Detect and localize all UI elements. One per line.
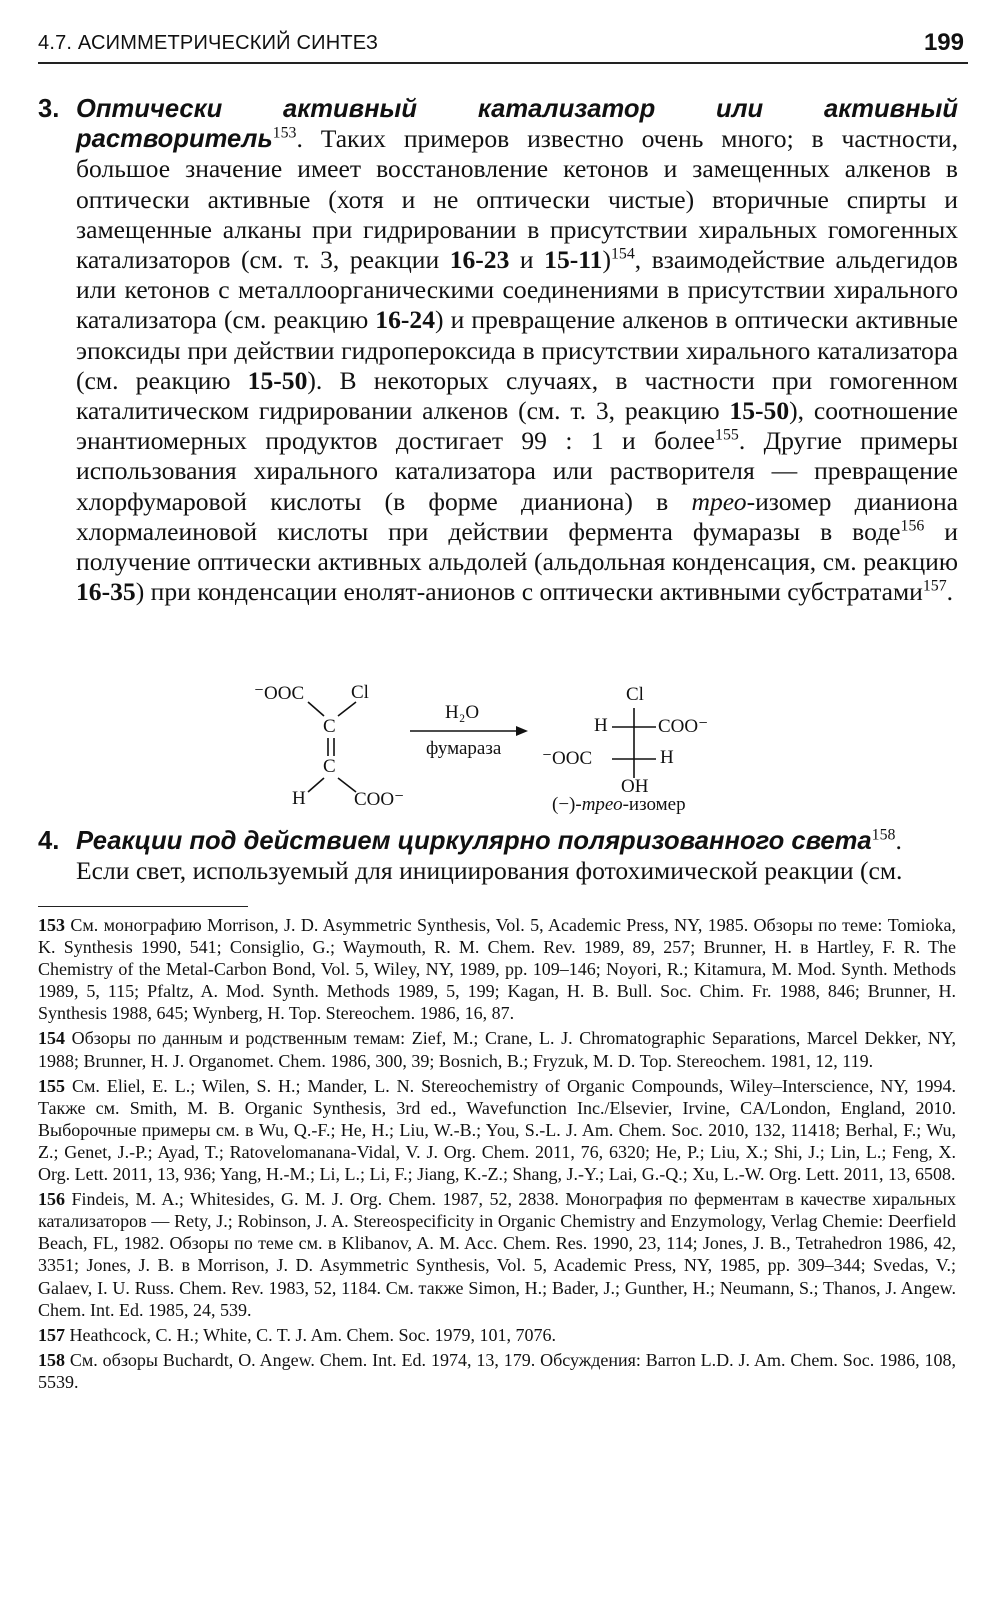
reaction-ref: 16-24	[375, 305, 436, 335]
footnote	[38, 1075, 956, 1185]
paragraph-item-4	[38, 826, 958, 886]
product-carboxylate-2: ⁻OOC	[542, 748, 593, 769]
reaction-ref: 15-11	[544, 245, 603, 275]
bond-line	[338, 702, 356, 716]
footnote-number: 156	[38, 1189, 65, 1210]
text-run: . Другие примеры использования хирального катализатора или растворителя — превращение хлорфумаровой кислоты (в форме дианиона) в	[76, 426, 958, 516]
footnote-number: 155	[38, 1075, 65, 1096]
running-title: 4.7. АСИММЕТРИЧЕСКИЙ СИНТЕЗ	[38, 32, 379, 54]
footnote-ref: 153	[272, 124, 297, 142]
text-run: -изомер дианиона хлормалеиновой кислоты при действии фермента фумаразы в воде	[76, 486, 958, 546]
bond-line	[308, 702, 324, 716]
reactant-chlorine: Cl	[351, 682, 369, 703]
item-number: 3.	[38, 95, 60, 123]
footnote	[38, 1027, 956, 1071]
caption-suffix: -изомер	[622, 794, 686, 815]
text-run: .	[946, 577, 954, 607]
footnote-text: См. обзоры Buchardt, O. Angew. Chem. Int. Ed. 1974, 13, 179. Обсуждения: Barron L.D. J. Am. Chem. Soc. 1986, 108, 5539.	[38, 1349, 956, 1392]
page-number: 199	[923, 29, 964, 56]
scheme-bonds	[232, 680, 772, 815]
page-header	[38, 28, 968, 64]
main-text	[38, 94, 958, 607]
footnote	[38, 1188, 956, 1321]
reactant-hydrogen: H	[292, 788, 306, 809]
footnote	[38, 914, 956, 1024]
product-hydrogen-2: H	[660, 747, 674, 768]
reactant-carboxylate-right: COO⁻	[354, 789, 405, 810]
caption-prefix: (−)-	[552, 794, 582, 815]
footnote-number: 154	[38, 1028, 65, 1049]
footnote-ref: 154	[610, 245, 635, 263]
bond-line	[308, 778, 324, 792]
footnote-number: 153	[38, 915, 65, 935]
reaction-scheme	[232, 680, 772, 815]
reaction-ref: 16-35	[76, 577, 136, 607]
reactant-carbon-2: C	[323, 756, 336, 777]
product-chlorine: Cl	[626, 684, 644, 705]
product-hydrogen-1: H	[594, 715, 608, 736]
text-run: . Таких примеров известно очень много; в частности, большое значение имеет восстановление кетонов и замещенных алкенов в оптически активные (хотя и не оптически чистые) вторичные спирты и замещенные алканы при гидрировании в присутствии хиральных гомогенных катализаторов (см. т. 3, реакции	[76, 124, 958, 275]
product-caption	[552, 794, 686, 816]
product-carboxylate-1: COO⁻	[658, 716, 709, 737]
footnote-text: Обзоры по данным и родственным темам: Zief, M.; Crane, L. J. Chromatographic Separations, Marcel Dekker, NY, 1988; Brunner, H. J. Organomet. Chem. 1986, 300, 39; Bosnich, B.; Fryzuk, M. D. Top. Stereochem. 1981, 12, 119.	[38, 1028, 957, 1071]
reactant-carboxylate-left: ⁻OOC	[254, 683, 305, 704]
text-run: ). В некоторых случаях, в частности при гомогенном каталитическом гидрировании алкенов (см. т. 3, реакцию	[76, 365, 958, 426]
footnote-text: См. монографию Morrison, J. D. Asymmetric Synthesis, Vol. 5, Academic Press, NY, 1985. Обзоры по теме: Tomioka, K. Synthesis 1990, 541; Consiglio, G.; Waymouth, R. M. Chem. Rev. 1989, 89, 257; Brunner, H. в Hartley, F. R. The Chemistry of the Metal-Carbon Bond, Vol. 5, Wiley, NY, 1989, pp. 109–146; Noyori, R.; Kitamura, M. Mod. Synth. Methods 1989, 5, 115; Pfaltz, A. Mod. Synth. Methods 1989, 5, 199; Kagan, H. B. Bull. Soc. Chim. Fr. 1988, 846; Brunner, H. Synthesis 1988, 645; Wynberg, H. Top. Stereochem. 1986, 16, 87.	[38, 915, 956, 1024]
footnotes	[38, 914, 956, 1396]
item-title: Оптически активный катализатор или активный растворитель	[76, 95, 958, 154]
reaction-ref: 15-50	[729, 396, 790, 426]
footnote-number: 157	[38, 1324, 65, 1345]
arrowhead	[516, 726, 528, 736]
text-run: . Если свет, используемый для инициирования фотохимической реакции (см.	[76, 826, 903, 886]
footnote-number: 158	[38, 1349, 65, 1370]
reaction-ref: 16-23	[449, 245, 510, 275]
text-run: , взаимодействие альдегидов или кетонов с металлоорганическими соединениями в присутствии хирального катализатора (см. реакцию	[76, 245, 958, 335]
footnote-text: См. Eliel, E. L.; Wilen, S. H.; Mander, L. N. Stereochemistry of Organic Compounds, Wiley–Interscience, NY, 1994. Также см. Smith, M. B. Organic Synthesis, 3rd ed., Wavefunction Inc./Elsevier, Irvine, CA/London, England, 2010. Выборочные примеры см. в Wu, Q.-F.; He, H.; Liu, W.-B.; You, S.-L. J. Am. Chem. Soc. 2010, 132, 11418; Berhal, F.; Wu, Z.; Genet, J.-P.; Ayad, T.; Ratovelomanana-Vidal, V. J. Org. Chem. 2011, 76, 6320; He, P.; Liu, X.; Shi, J.; Lin, L.; Feng, X. Org. Lett. 2011, 13, 936; Yang, H.-M.; Li, L.; Li, F.; Jiang, K.-Z.; Shang, J.-Y.; Lai, G.-Q.; Xu, L.-W. Org. Lett. 2011, 13, 6508.	[38, 1075, 957, 1185]
text-run: ) при конденсации енолят-анионов с оптически активными субстратами	[135, 577, 923, 607]
footnote-ref: 155	[715, 426, 739, 444]
text-run: и получение оптически активных альдолей (альдольная конденсация, см. реакцию	[76, 516, 958, 577]
reagent-enzyme: фумараза	[426, 738, 502, 759]
product-hydroxyl: OH	[621, 776, 649, 797]
footnote-ref: 157	[922, 577, 947, 595]
text-run: ) и превращение алкенов в оптически активные эпоксиды при действии гидропероксида в присутствии хирального катализатора (см. реакцию	[76, 305, 958, 395]
paragraph-item-3	[38, 94, 958, 607]
caption-threo: трео	[581, 794, 623, 815]
footnote	[38, 1324, 956, 1346]
reactant-carbon-1: C	[323, 716, 336, 737]
item-title: Реакции под действием циркулярно поляризованного света	[76, 827, 872, 855]
footnote-text: Heathcock, C. H.; White, C. T. J. Am. Chem. Soc. 1979, 101, 7076.	[69, 1324, 556, 1345]
reaction-ref: 15-50	[247, 365, 308, 395]
text-run: ), соотношение энантиомерных продуктов достигает 99 : 1 и более	[76, 396, 958, 456]
footnote-text: Findeis, M. A.; Whitesides, G. M. J. Org. Chem. 1987, 52, 2838. Монография по ферментам в качестве хиральных катализаторов — Rety, J.; Robinson, J. A. Stereospecificity in Organic Chemistry and Enzymology, Verlag Chemie: Deerfield Beach, FL, 1982. Обзоры по теме см. в Klibanov, A. M. Acc. Chem. Res. 1990, 23, 114; Jones, J. B., Tetrahedron 1986, 42, 3351; Jones, J. B. в Morrison, J. D. Asymmetric Synthesis, Vol. 5, Academic Press, NY, 1985, pp. 309–344; Svedas, V.; Galaev, I. U. Russ. Chem. Rev. 1983, 52, 1184. См. также Simon, H.; Bader, J.; Gunther, H.; Neumann, S.; Thanos, J. Angew. Chem. Int. Ed. 1985, 24, 539.	[38, 1189, 956, 1320]
footnote-ref: 158	[871, 826, 896, 844]
threo-term: трео	[691, 486, 747, 516]
reagent-water: H₂O	[445, 702, 480, 723]
footnote-divider	[38, 906, 248, 907]
text-run: и	[509, 245, 545, 275]
footnote	[38, 1349, 956, 1393]
item-number: 4.	[38, 827, 60, 855]
text-run: )	[602, 245, 611, 275]
footnote-ref: 156	[900, 517, 925, 535]
